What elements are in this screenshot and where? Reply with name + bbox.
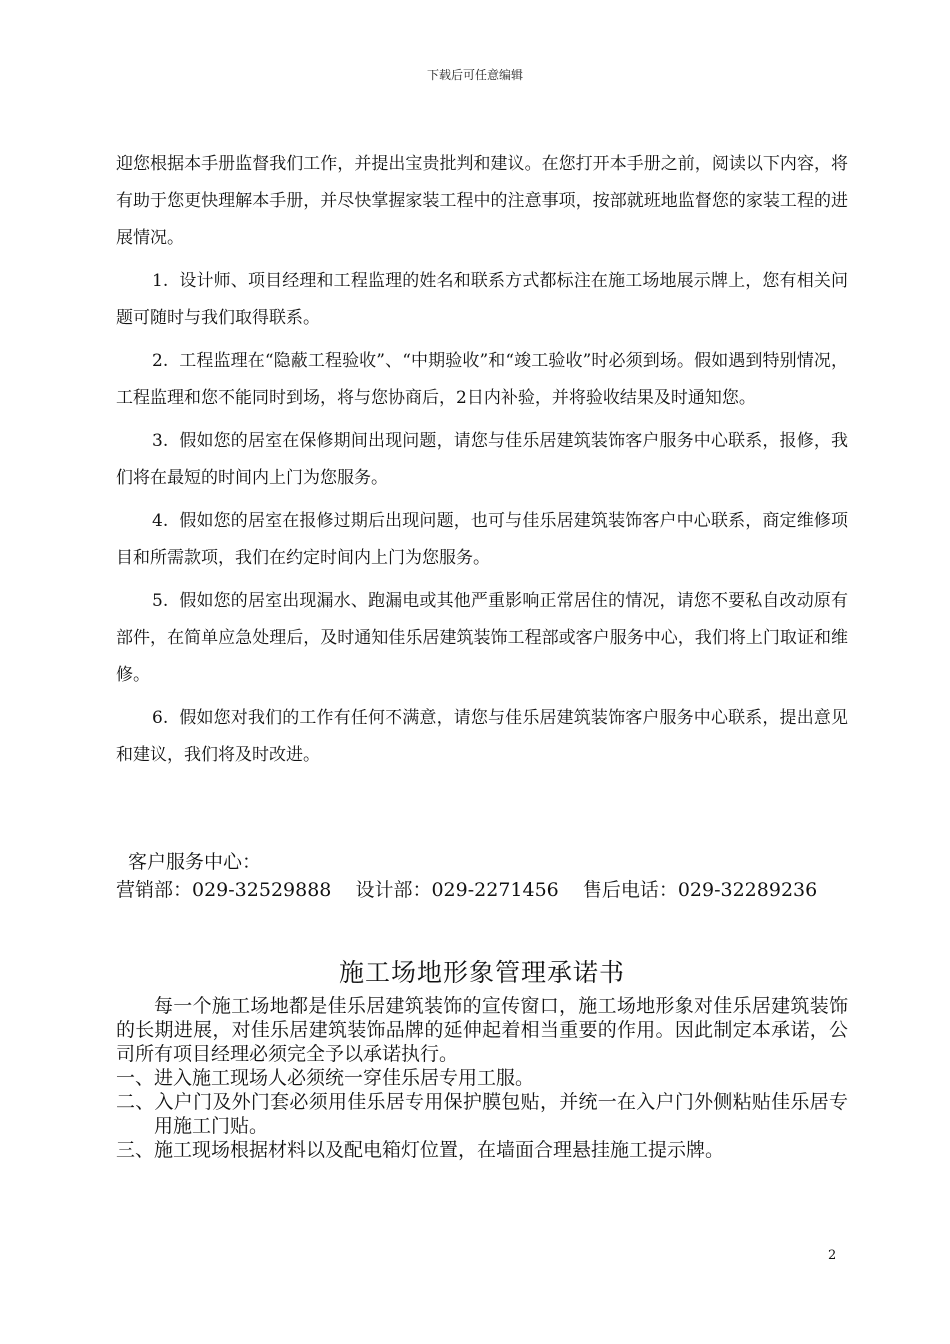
item-text: 假如您的居室在保修期间出现问题，请您与佳乐居建筑装饰客户服务中心联系，报修，我们将在最短的时间内上门为您服务。 [116, 431, 848, 488]
item-number: 2. [152, 351, 169, 371]
aftersales-phone: 售后电话：029-32289236 [582, 879, 818, 901]
promise-title: 施工场地形象管理承诺书 [338, 958, 625, 987]
item-number: 5. [152, 591, 169, 611]
list-item [116, 503, 848, 577]
item-number: 1. [152, 271, 169, 291]
promise-clause: 一、进入施工现场人必须统一穿佳乐居专用工服。 [116, 1067, 535, 1089]
promise-clause: 二、入户门及外门套必须用佳乐居专用保护膜包贴，并统一在入户门外侧粘贴佳乐居专用施工门贴。 [116, 1091, 848, 1137]
contact-section [116, 848, 848, 904]
page-number: 2 [828, 1248, 837, 1263]
promise-lead: 每一个施工场地都是佳乐居建筑装饰的宣传窗口，施工场地形象对佳乐居建筑装饰的长期进展，对佳乐居建筑装饰品牌的延伸起着相当重要的作用。因此制定本承诺，公司所有项目经理必须完全予以承诺执行。 [116, 995, 848, 1065]
list-item [116, 583, 848, 694]
list-item [116, 263, 848, 337]
page-header-note: 下载后可任意编辑 [426, 68, 523, 82]
item-text: 假如您的居室出现漏水、跑漏电或其他严重影响正常居住的情况，请您不要私自改动原有部件，在简单应急处理后，及时通知佳乐居建筑装饰工程部或客户服务中心，我们将上门取证和维修。 [116, 591, 848, 685]
intro-paragraph: 迎您根据本手册监督我们工作，并提出宝贵批判和建议。在您打开本手册之前，阅读以下内容，将有助于您更快理解本手册，并尽快掌握家装工程中的注意事项，按部就班地监督您的家装工程的进展情况。 [116, 154, 848, 248]
list-item [116, 423, 848, 497]
intro-section [116, 146, 848, 774]
list-item [116, 343, 848, 417]
sales-phone: 营销部：029-32529888 [116, 879, 332, 901]
promise-section [116, 956, 848, 1162]
item-number: 3. [152, 431, 169, 451]
contact-label: 客户服务中心： [128, 851, 262, 873]
promise-clause: 三、施工现场根据材料以及配电箱灯位置，在墙面合理悬挂施工提示牌。 [116, 1139, 725, 1161]
item-text: 假如您的居室在报修过期后出现问题，也可与佳乐居建筑装饰客户中心联系，商定维修项目和所需款项，我们在约定时间内上门为您服务。 [116, 511, 848, 568]
list-item [116, 700, 848, 774]
contact-line [116, 876, 848, 904]
item-text: 假如您对我们的工作有任何不满意，请您与佳乐居建筑装饰客户服务中心联系，提出意见和建议，我们将及时改进。 [116, 708, 848, 765]
item-number: 4. [152, 511, 169, 531]
design-phone: 设计部：029-2271456 [355, 879, 559, 901]
item-number: 6. [152, 708, 169, 728]
item-text: 设计师、项目经理和工程监理的姓名和联系方式都标注在施工场地展示牌上，您有相关问题可随时与我们取得联系。 [116, 271, 848, 328]
item-text: 工程监理在“隐蔽工程验收”、“中期验收”和“竣工验收”时必须到场。假如遇到特别情况，工程监理和您不能同时到场，将与您协商后，2日内补验，并将验收结果及时通知您。 [116, 351, 848, 408]
